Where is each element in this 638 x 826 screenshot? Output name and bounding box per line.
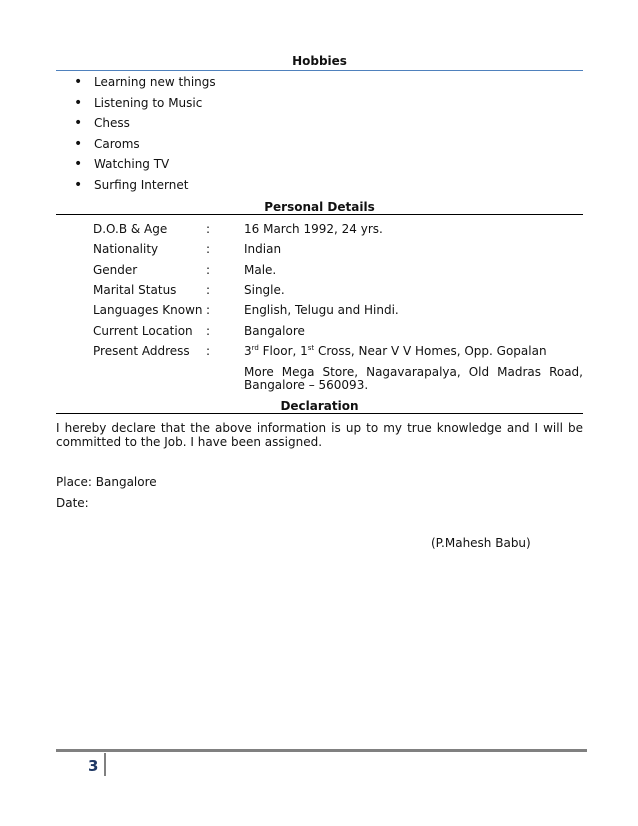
footer-rule (56, 749, 587, 752)
signature-name: (P.Mahesh Babu) (431, 536, 531, 550)
detail-colon: : (206, 283, 211, 297)
detail-colon: : (206, 303, 211, 317)
date-line: Date: (56, 496, 89, 510)
detail-label: Gender (93, 263, 138, 277)
hobby-item: • Chess (74, 116, 216, 137)
detail-label: Nationality (93, 242, 159, 256)
hobby-item: • Surfing Internet (74, 178, 216, 199)
declaration-heading: Declaration (280, 399, 359, 413)
hobby-item: • Caroms (74, 137, 216, 158)
detail-value: Male. (244, 263, 277, 277)
detail-colon: : (206, 242, 211, 256)
detail-value: 16 March 1992, 24 yrs. (244, 222, 383, 236)
personal-details-rule (56, 214, 583, 215)
address-line-3: Bangalore – 560093. (244, 378, 369, 392)
declaration-rule (56, 413, 583, 414)
detail-label: Marital Status (93, 283, 177, 297)
hobbies-heading: Hobbies (292, 54, 347, 68)
declaration-text-line-2: committed to the Job. I have been assigned. (56, 435, 323, 449)
hobbies-list (74, 75, 216, 198)
detail-colon: : (206, 263, 211, 277)
detail-colon: : (206, 324, 211, 338)
detail-label: D.O.B & Age (93, 222, 168, 236)
page-number: 3 (88, 757, 99, 775)
declaration-text-line-1: I hereby declare that the above information is up to my true knowledge and I will be (56, 421, 583, 435)
detail-label: Current Location (93, 324, 193, 338)
address-line-1: 3rd Floor, 1st Cross, Near V V Homes, Opp. Gopalan (244, 344, 547, 358)
detail-colon: : (206, 222, 211, 236)
detail-label: Languages Known (93, 303, 203, 317)
detail-value: Bangalore (244, 324, 305, 338)
hobbies-rule (56, 70, 583, 71)
detail-value: Single. (244, 283, 285, 297)
place-line: Place: Bangalore (56, 475, 157, 489)
detail-value: English, Telugu and Hindi. (244, 303, 399, 317)
address-line-2: More Mega Store, Nagavarapalya, Old Madras Road, (244, 365, 583, 379)
detail-label: Present Address (93, 344, 190, 358)
hobby-item: • Learning new things (74, 75, 216, 96)
personal-details-heading: Personal Details (264, 200, 375, 214)
page-number-divider (104, 753, 106, 776)
hobby-item: • Watching TV (74, 157, 216, 178)
hobby-item: • Listening to Music (74, 96, 216, 117)
detail-colon: : (206, 344, 211, 358)
detail-value: Indian (244, 242, 282, 256)
